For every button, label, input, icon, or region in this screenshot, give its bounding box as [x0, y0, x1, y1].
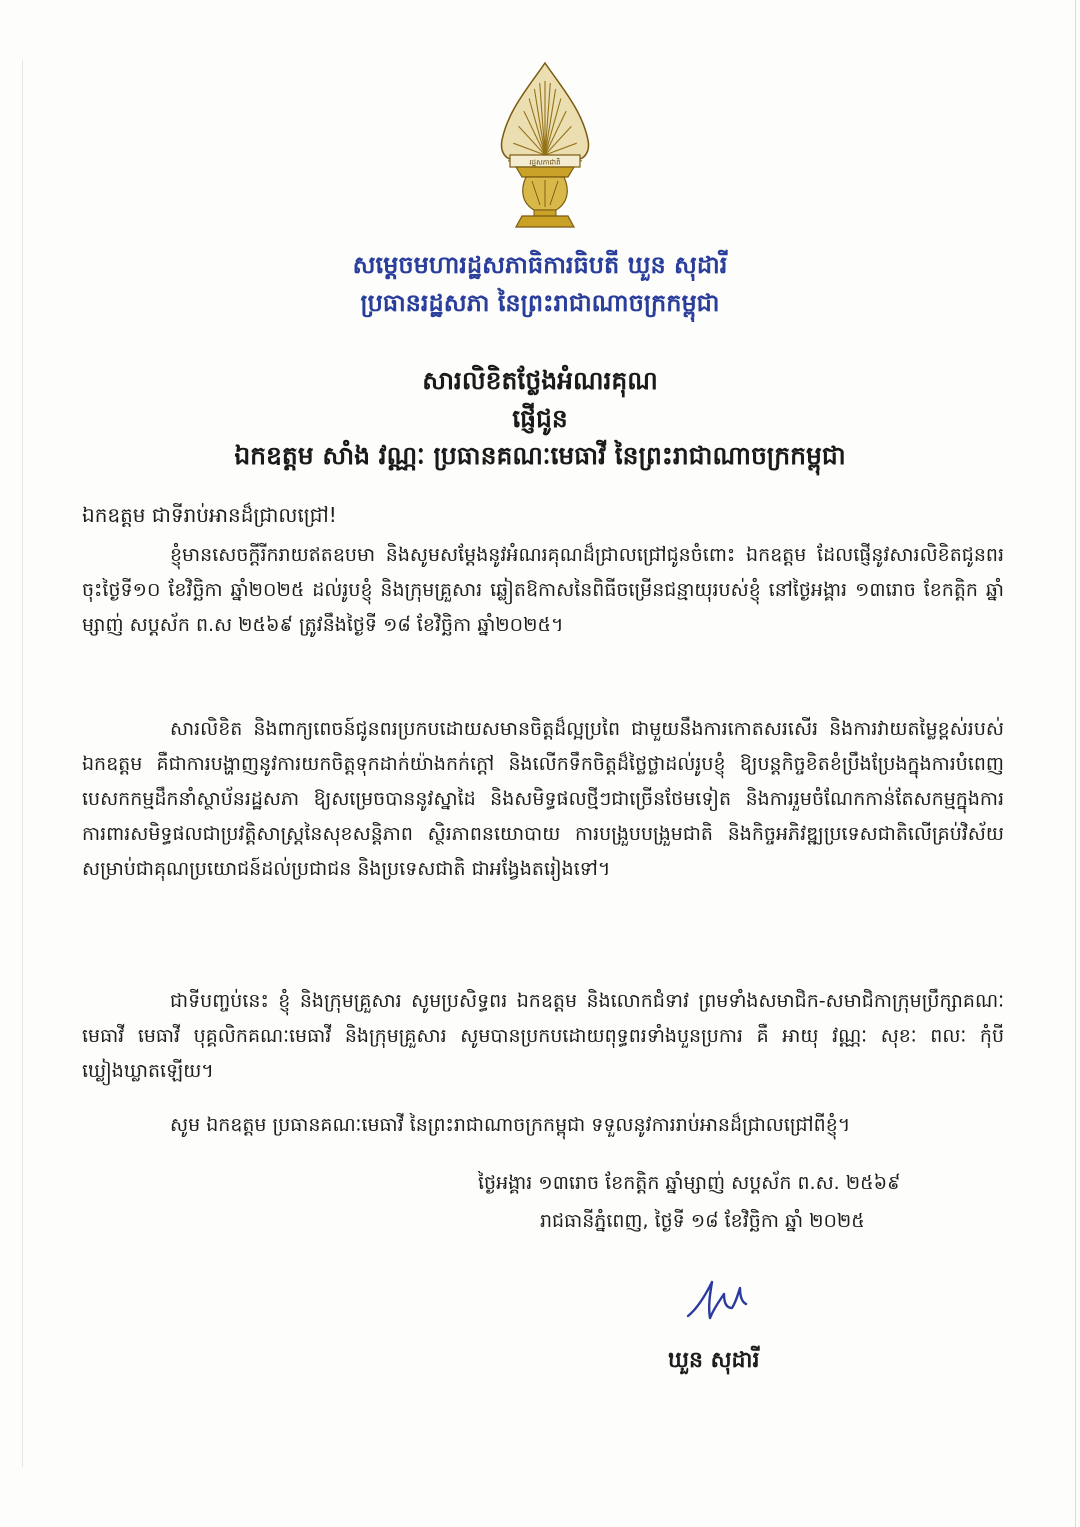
national-assembly-emblem [490, 55, 600, 235]
issuer-position: ប្រធានរដ្ឋសភា នៃព្រះរាជាណាចក្រកម្ពុជា [360, 289, 720, 317]
letter-title: សារលិខិតថ្លែងអំណរគុណ [422, 366, 658, 395]
issuer-title: សម្តេចមហារដ្ឋសភាធិការធិបតី ឃួន សុដារី [352, 251, 728, 279]
body-paragraph: សារលិខិត និងពាក្យពេចន៍ជូនពរប្រកបដោយសមានចិត្តដ៏ល្អប្រពៃ ជាមួយនឹងការកោតសរសើរ និងការវាយតម្លៃខ្ពស់របស់ ឯកឧត្តម គឺជាការបង្ហាញនូវការយកចិត្តទុកដាក់យ៉ាងកក់ក្តៅ និងលើកទឹកចិត្តដ៏ថ្លៃថ្លាដល់រូបខ្ញុំ ឱ្យបន្តកិច្ចខិតខំប្រឹងប្រែងក្នុងការបំពេញបេសកកម្មដឹកនាំស្ថាប័នរដ្ឋសភា ឱ្យសម្រេចបាននូវស្នាដៃ និងសមិទ្ធផលថ្មីៗជាច្រើនថែមទៀត និងការរួមចំណែកកាន់តែសកម្មក្នុងការការពារសមិទ្ធផលជាប្រវត្តិសាស្ត្រនៃសុខសន្តិភាព ស្ថិរភាពនយោបាយ ការបង្រួបបង្រួមជាតិ និងកិច្ចអភិវឌ្ឍប្រទេសជាតិលើគ្រប់វិស័យ សម្រាប់ជាគុណប្រយោជន៍ដល់ប្រជាជន និងប្រទេសជាតិ ជាអង្វែងតរៀងទៅ។ [82, 718, 1004, 880]
page-edge-right [1075, 0, 1076, 1527]
emblem-label: រដ្ឋសភាជាតិ [529, 158, 561, 167]
place-and-date: រាជធានីភ្នំពេញ, ថ្ងៃទី ១៨ ខែវិច្ឆិកា ឆ្នាំ ២០២៥ [540, 1210, 865, 1232]
closing-paragraph: សូម ឯកឧត្តម ប្រធានគណៈមេធាវី នៃព្រះរាជាណាចក្រកម្ពុជា ទទួលនូវការរាប់អានដ៏ជ្រាលជ្រៅពីខ្ញុំ។ [170, 1114, 851, 1136]
lunar-date: ថ្ងៃអង្គារ ១៣រោច ខែកត្តិក ឆ្នាំម្សាញ់ សប្តស័ក ព.ស. ២៥៦៩ [478, 1172, 901, 1194]
signer-name: ឃួន សុដារី [668, 1348, 760, 1373]
salutation: ឯកឧត្តម ជាទីរាប់អានដ៏ជ្រាលជ្រៅ! [82, 503, 337, 527]
letter-sent-to: ផ្ញើជូន [512, 404, 568, 433]
body-paragraph: ជាទីបញ្ចប់នេះ ខ្ញុំ និងក្រុមគ្រួសារ សូមប្រសិទ្ធពរ ឯកឧត្តម និងលោកជំទាវ ព្រមទាំងសមាជិក-សមាជិកាក្រុមប្រឹក្សាគណៈមេធាវី មេធាវី បុគ្គលិកគណៈមេធាវី និងក្រុមគ្រួសារ សូមបានប្រកបដោយពុទ្ធពរទាំងបួនប្រការ គឺ អាយុ វណ្ណៈ សុខៈ ពលៈ កុំបីឃ្លៀងឃ្លាតឡើយ។ [82, 990, 1005, 1082]
handwritten-signature [680, 1272, 760, 1332]
body-paragraph: ខ្ញុំមានសេចក្តីរីករាយឥតឧបមា និងសូមសម្តែងនូវអំណរគុណដ៏ជ្រាលជ្រៅជូនចំពោះ ឯកឧត្តម ដែលផ្ញើនូវសារលិខិតជូនពរចុះថ្ងៃទី១០ ខែវិច្ឆិកា ឆ្នាំ២០២៥ ដល់រូបខ្ញុំ និងក្រុមគ្រួសារ ឆ្លៀតឱកាសនៃពិធីចម្រើនជន្មាយុរបស់ខ្ញុំ នៅថ្ងៃអង្គារ ១៣រោច ខែកត្តិក ឆ្នាំម្សាញ់ សប្តស័ក ព.ស ២៥៦៩ ត្រូវនឹងថ្ងៃទី ១៨ ខែវិច្ឆិកា ឆ្នាំ២០២៥។ [82, 544, 1004, 636]
letter-recipient: ឯកឧត្តម សាំង វណ្ណៈ ប្រធានគណៈមេធាវី នៃព្រះរាជាណាចក្រកម្ពុជា [234, 441, 846, 470]
